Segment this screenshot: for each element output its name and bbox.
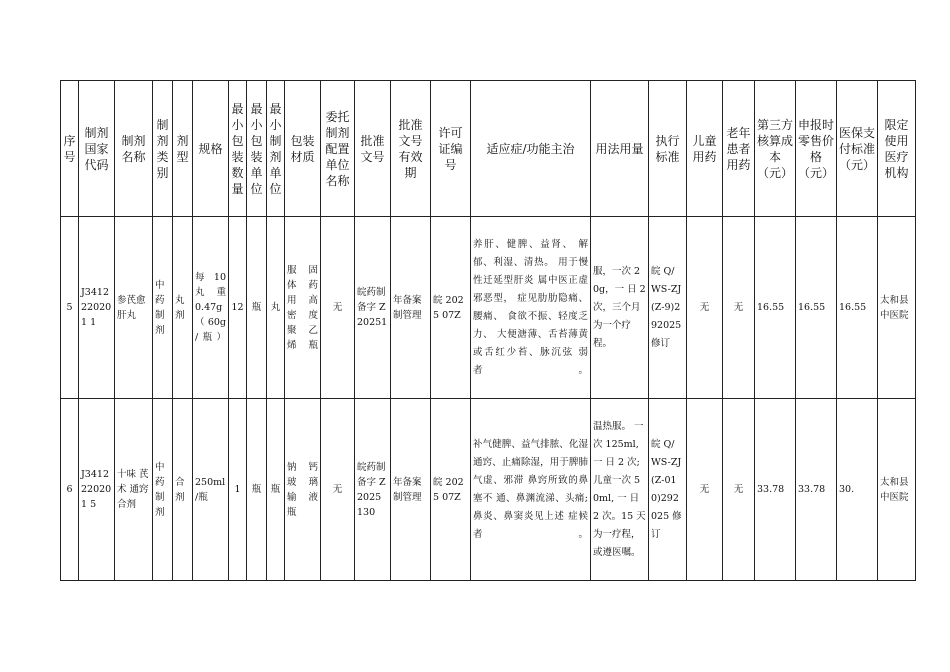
header-cell: 委托制剂配置单位名称 xyxy=(321,81,355,217)
cell-license: 皖 2025 07Z xyxy=(431,399,471,581)
table-row xyxy=(61,399,916,581)
cell-min-unit: 丸 xyxy=(267,217,285,399)
cell-spec: 250ml /瓶 xyxy=(193,399,229,581)
cell-form: 合剂 xyxy=(173,399,193,581)
header-cell: 儿童用药 xyxy=(687,81,723,217)
header-cell: 制剂名称 xyxy=(115,81,153,217)
header-cell: 包装材质 xyxy=(285,81,321,217)
cell-name: 十味 芪术 通窍合剂 xyxy=(115,399,153,581)
cell-indication: 养肝、健脾、益肾、 解郁、利湿、清热。 用于慢性迁延型肝炎 属中医正虚邪恶型， 症见肋肋隐痛、腰痛、 食欲不振、轻度乏力、 大便溏薄、舌苔薄黄 或舌红少苔、脉沉弦 弱者。 xyxy=(471,217,591,399)
cell-validity: 年备案制管理 xyxy=(391,217,431,399)
cell-category: 中药制剂 xyxy=(153,399,173,581)
cell-category: 中药制剂 xyxy=(153,217,173,399)
cell-no: 5 xyxy=(61,217,79,399)
cell-institution: 太和县中医院 xyxy=(878,217,916,399)
cell-no: 6 xyxy=(61,399,79,581)
header-cell: 最小制剂单位 xyxy=(267,81,285,217)
header-cell: 最小包装数量 xyxy=(229,81,247,217)
header-cell: 剂型 xyxy=(173,81,193,217)
header-cell: 适应症/功能主治 xyxy=(471,81,591,217)
cell-elderly: 无 xyxy=(723,217,755,399)
cell-standard: 皖 Q/WS-ZJ(Z-9)292025 修订 xyxy=(649,217,687,399)
header-cell: 第三方核算成本（元） xyxy=(755,81,796,217)
header-cell: 老年患者用药 xyxy=(723,81,755,217)
cell-material: 钠 钙玻 璃输 液瓶 xyxy=(285,399,321,581)
header-cell: 限定使用医疗机构 xyxy=(878,81,916,217)
header-cell: 医保支付标准（元） xyxy=(837,81,878,217)
cell-code: J3412220201 1 xyxy=(79,217,115,399)
cell-min-pack-unit: 瓶 xyxy=(247,399,267,581)
header-cell: 用法用量 xyxy=(591,81,649,217)
cell-min-pack-unit: 瓶 xyxy=(247,217,267,399)
header-cell: 申报时零售价格（元） xyxy=(796,81,837,217)
cell-cost: 16.55 xyxy=(755,217,796,399)
cell-spec: 每 10 丸 重 0.47g （60g /瓶） xyxy=(193,217,229,399)
header-cell: 规格 xyxy=(193,81,229,217)
header-cell: 制剂国家代码 xyxy=(79,81,115,217)
cell-children: 无 xyxy=(687,217,723,399)
cell-institution: 太和县中医院 xyxy=(878,399,916,581)
cell-form: 丸剂 xyxy=(173,217,193,399)
cell-indication: 补气健脾、益气排脓、化湿通窍、止痛除湿，用于脾肺气虚、邪滞 鼻窍所致的鼻塞不 通、鼻渊流涕、头痛; 鼻炎、鼻窦炎见上述 症候者。 xyxy=(471,399,591,581)
header-cell: 制剂类别 xyxy=(153,81,173,217)
header-row xyxy=(61,81,916,217)
header-cell: 序号 xyxy=(61,81,79,217)
cell-name: 参芪愈肝丸 xyxy=(115,217,153,399)
cell-elderly: 无 xyxy=(723,399,755,581)
cell-usage: 服，一次 20g，一 日 2 次，三个月 为一个疗程。 xyxy=(591,217,649,399)
cell-insurance: 30. xyxy=(837,399,878,581)
cell-usage: 温热服。 一次 125ml, 一 日 2 次; 儿童一次 50ml, 一 日 2 次。15 天 为一疗程，或遵医嘱。 xyxy=(591,399,649,581)
cell-entrusted: 无 xyxy=(321,399,355,581)
cell-retail: 33.78 xyxy=(796,399,837,581)
cell-min-unit: 瓶 xyxy=(267,399,285,581)
cell-retail: 16.55 xyxy=(796,217,837,399)
header-cell: 执行标准 xyxy=(649,81,687,217)
cell-insurance: 16.55 xyxy=(837,217,878,399)
cell-approval-no: 皖药制备字 Z20251 xyxy=(355,217,391,399)
cell-standard: 皖 Q/WS-ZJ(Z-010)292025 修订 xyxy=(649,399,687,581)
drug-table xyxy=(60,80,916,581)
header-cell: 许可证编号 xyxy=(431,81,471,217)
cell-code: J3412220201 5 xyxy=(79,399,115,581)
header-cell: 最小包装单位 xyxy=(247,81,267,217)
cell-approval-no: 皖药制备字 Z2025 130 xyxy=(355,399,391,581)
header-cell: 批准文号 xyxy=(355,81,391,217)
cell-material: 服 固体 药用 高密 度聚 乙烯瓶 xyxy=(285,217,321,399)
cell-children: 无 xyxy=(687,399,723,581)
cell-entrusted: 无 xyxy=(321,217,355,399)
cell-min-pack-qty: 1 xyxy=(229,399,247,581)
cell-validity: 年备案制管理 xyxy=(391,399,431,581)
cell-cost: 33.78 xyxy=(755,399,796,581)
cell-min-pack-qty: 12 xyxy=(229,217,247,399)
cell-license: 皖 2025 07Z xyxy=(431,217,471,399)
header-cell: 批准文号有效期 xyxy=(391,81,431,217)
table-row xyxy=(61,217,916,399)
